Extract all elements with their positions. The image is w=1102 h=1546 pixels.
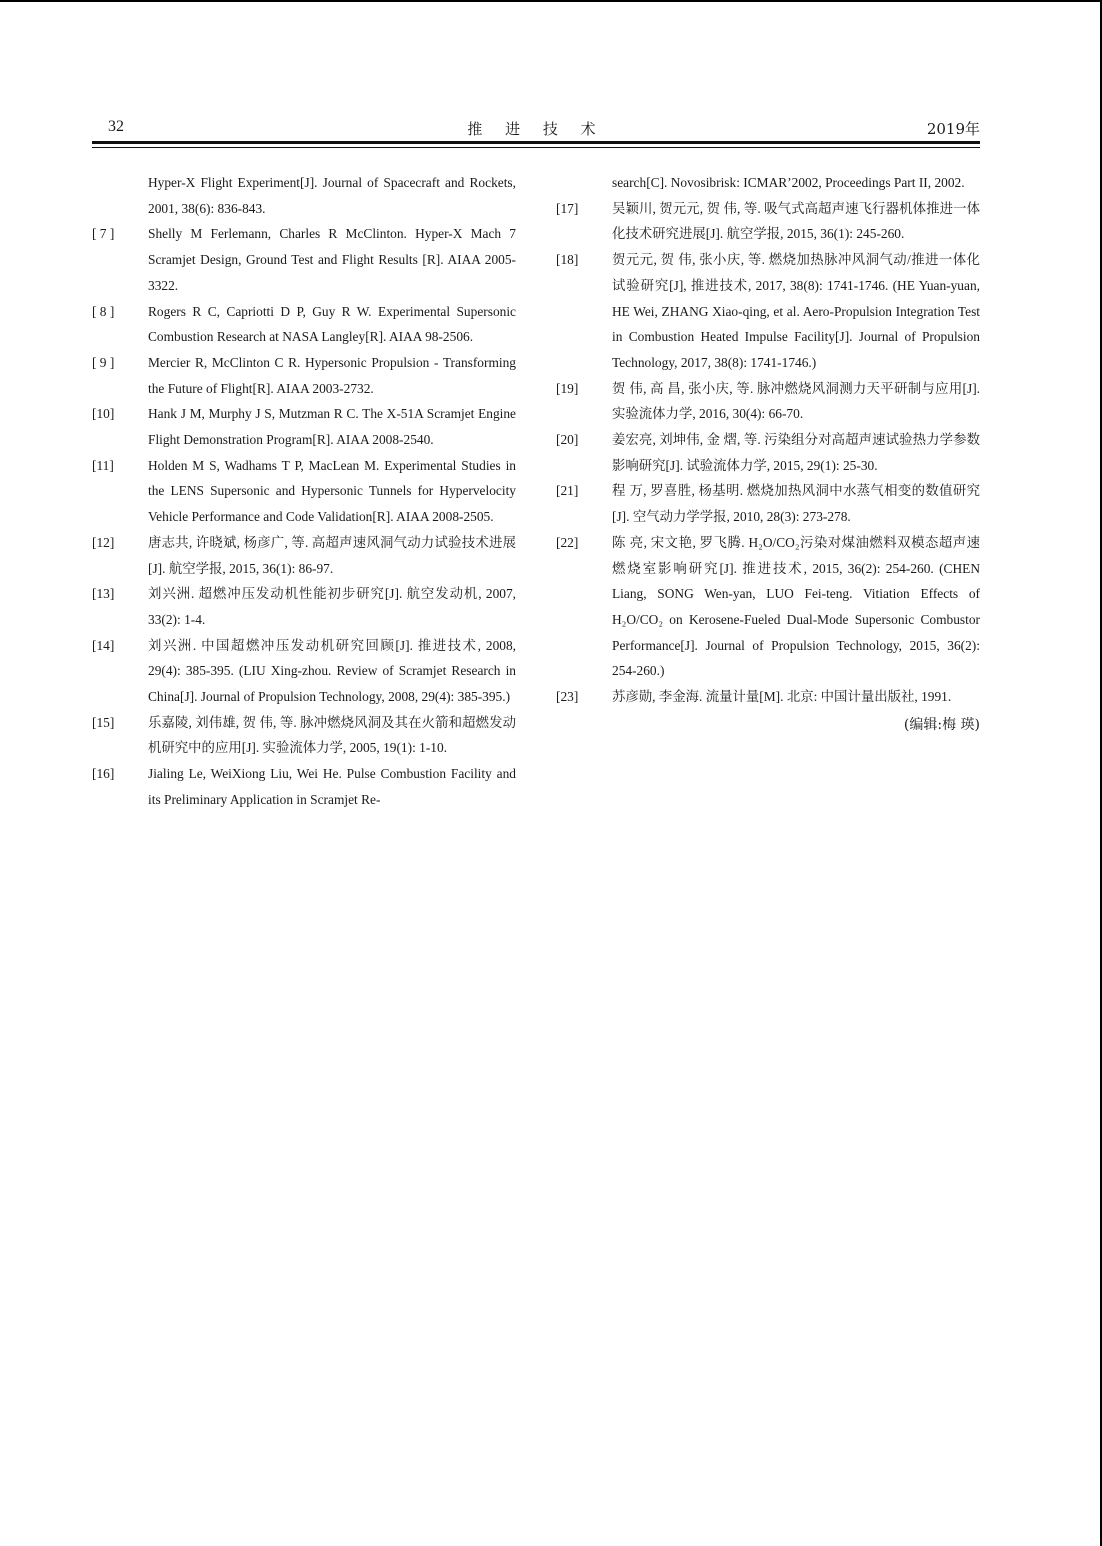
reference-item [92,633,516,710]
reference-text: 程 万, 罗喜胜, 杨基明. 燃烧加热风洞中水蒸气相变的数值研究[J]. 空气动力学学报, 2010, 28(3): 273-278. [612,483,980,525]
editor-note: (编辑:梅 瑛) [903,716,980,733]
reference-number: [20] [556,432,579,448]
reference-text: 吴颖川, 贺元元, 贺 伟, 等. 吸气式高超声速飞行器机体推进一体化技术研究进展[J]. 航空学报, 2015, 36(1): 245-260. [612,200,980,242]
reference-text: Hyper-X Flight Experiment[J]. Journal of Spacecraft and Rockets, 2001, 38(6): 836-843. [148,175,516,216]
reference-text: 姜宏亮, 刘坤伟, 金 熠, 等. 污染组分对高超声速试验热力学参数影响研究[J]. 试验流体力学, 2015, 29(1): 25-30. [612,432,980,473]
reference-item [556,427,980,478]
reference-number: [ 8 ] [92,303,115,319]
reference-number: [23] [556,689,579,705]
header-rule-thin [92,147,980,148]
reference-text: 唐志共, 许晓斌, 杨彦广, 等. 高超声速风洞气动力试验技术进展[J]. 航空学报, 2015, 36(1): 86-97. [148,534,516,576]
reference-item [92,530,516,581]
reference-item [92,350,516,401]
reference-text: 贺元元, 贺 伟, 张小庆, 等. 燃烧加热脉冲风洞气动/推进一体化试验研究[J], 推进技术, 2017, 38(8): 1741-1746. (HE Yuan-yuan, HE Wei, ZHANG Xiao-qing, et al. Aero-Propulsion Integration Test in Combustion Heated Impulse Facility[J]. Journal of Propulsion Technology, 2017, 38(8): 1741-1746.) [612,252,980,370]
reference-text: 乐嘉陵, 刘伟雄, 贺 伟, 等. 脉冲燃烧风洞及其在火箭和超燃发动机研究中的应用[J]. 实验流体力学, 2005, 19(1): 1-10. [148,714,516,756]
reference-number: [21] [556,483,579,499]
reference-number: [13] [92,586,115,602]
reference-item [92,221,516,298]
reference-number: [19] [556,380,579,396]
reference-continuation [92,170,516,221]
reference-number: [14] [92,637,115,653]
running-header [92,118,980,140]
issue-year: 2019年 [926,120,980,138]
page-number: 32 [108,118,124,135]
reference-text: Jialing Le, WeiXiong Liu, Wei He. Pulse Combustion Facility and its Preliminary Application in Scramjet Re- [148,766,516,807]
reference-item [556,196,980,247]
reference-text: search[C]. Novosibrisk: ICMAR’2002, Proceedings Part II, 2002. [612,175,965,190]
reference-number: [15] [92,714,115,730]
reference-number: [12] [92,534,115,550]
reference-text: Rogers R C, Capriotti D P, Guy R W. Experimental Supersonic Combustion Research at NASA Langley[R]. AIAA 98-2506. [148,303,516,345]
reference-number: [11] [92,457,114,473]
reference-item [556,376,980,427]
reference-number: [17] [556,200,579,216]
reference-item [92,299,516,350]
reference-number: [22] [556,534,579,550]
reference-item [556,247,980,376]
reference-continuation [556,170,980,196]
reference-text: 陈 亮, 宋文艳, 罗飞腾. H₂O/CO₂污染对煤油燃料双模态超声速燃烧室影响研究[J]. 推进技术, 2015, 36(2): 254-260. (CHEN Liang, SONG Wen-yan, LUO Fei-teng. Vitiation Effects of H₂O/CO₂ on Kerosene-Fueled Dual-Mode Supersonic Combustor Performance[J]. Journal of Propulsion Technology, 2015, 36(2): 254-260.) [612,534,980,679]
reference-text: Hank J M, Murphy J S, Mutzman R C. The X-51A Scramjet Engine Flight Demonstration Program[R]. AIAA 2008-2540. [148,406,516,448]
reference-text: 刘兴洲. 中国超燃冲压发动机研究回顾[J]. 推进技术, 2008, 29(4): 385-395. (LIU Xing-zhou. Review of Scramjet Research in China[J]. Journal of Propulsion Technology, 2008, 29(4): 385-395.) [148,637,516,705]
reference-number: [10] [92,406,115,422]
reference-item [556,684,980,710]
reference-text: Mercier R, McClinton C R. Hypersonic Propulsion - Transforming the Future of Flight[R]. AIAA 2003-2732. [148,354,516,396]
reference-text: 贺 伟, 高 昌, 张小庆, 等. 脉冲燃烧风洞测力天平研制与应用[J]. 实验流体力学, 2016, 30(4): 66-70. [612,380,980,422]
reference-text: Holden M S, Wadhams T P, MacLean M. Experimental Studies in the LENS Supersonic and Hypersonic Tunnels for Hypervelocity Vehicle Performance and Code Validation[R]. AIAA 2008-2505. [148,457,516,525]
page-top-border [0,0,1102,2]
reference-item [556,478,980,529]
reference-text: Shelly M Ferlemann, Charles R McClinton. Hyper-X Mach 7 Scramjet Design, Ground Test and Flight Results [R]. AIAA 2005-3322. [148,226,516,293]
reference-item [556,530,980,684]
reference-number: [18] [556,252,579,268]
reference-number: [ 7 ] [92,226,115,242]
left-column [92,170,516,813]
reference-number: [ 9 ] [92,354,115,370]
reference-text: 苏彦勋, 李金海. 流量计量[M]. 北京: 中国计量出版社, 1991. [612,689,952,705]
header-rule-thick [92,141,980,144]
journal-title: 推 进 技 术 [467,120,605,138]
reference-item [92,761,516,812]
reference-item [92,581,516,632]
right-column [556,170,980,738]
reference-item [92,710,516,761]
reference-text: 刘兴洲. 超燃冲压发动机性能初步研究[J]. 航空发动机, 2007, 33(2): 1-4. [148,586,516,627]
reference-item [92,453,516,530]
reference-item [92,401,516,452]
reference-number: [16] [92,766,115,782]
